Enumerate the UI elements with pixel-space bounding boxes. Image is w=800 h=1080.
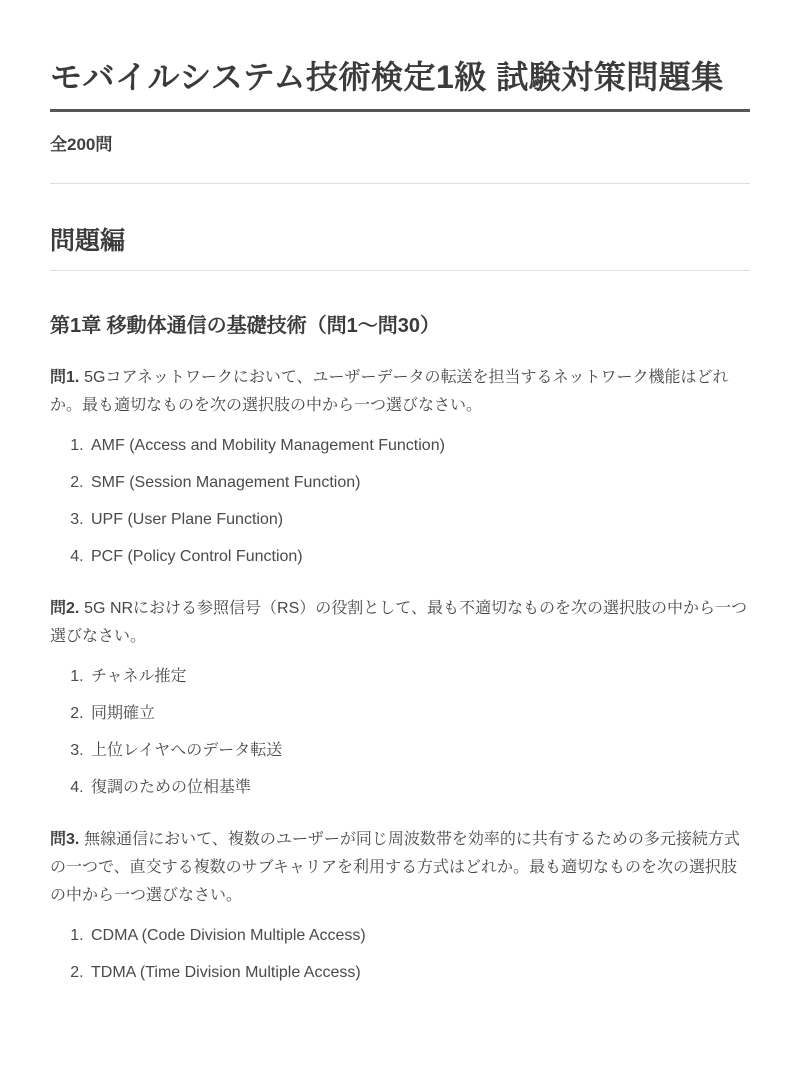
option-item: 4. 復調のための位相基準	[88, 774, 750, 802]
question-2-label: 問2.	[50, 600, 80, 618]
option-item: 4. PCF (Policy Control Function)	[88, 543, 750, 571]
question-1-options	[50, 432, 750, 571]
option-item: 2. SMF (Session Management Function)	[88, 469, 750, 497]
total-questions-label: 全200問	[50, 135, 113, 155]
question-3-text	[50, 826, 750, 910]
option-item: 1. AMF (Access and Mobility Management Function)	[88, 432, 750, 460]
question-1-text	[50, 364, 750, 420]
question-2	[50, 595, 750, 802]
question-2-body: 5G NRにおける参照信号（RS）の役割として、最も不適切なものを次の選択肢の中から一つ選びなさい。	[50, 600, 747, 646]
question-3-options	[50, 922, 750, 987]
option-item: 1. CDMA (Code Division Multiple Access)	[88, 922, 750, 950]
option-item: 2. TDMA (Time Division Multiple Access)	[88, 959, 750, 987]
question-3	[50, 826, 750, 987]
question-1-body: 5Gコアネットワークにおいて、ユーザーデータの転送を担当するネットワーク機能はどれか。最も適切なものを次の選択肢の中から一つ選びなさい。	[50, 369, 729, 415]
question-2-options	[50, 663, 750, 802]
section-heading-questions: 問題編	[50, 226, 750, 271]
question-3-body: 無線通信において、複数のユーザーが同じ周波数帯を効率的に共有するための多元接続方式の一つで、直交する複数のサブキャリアを利用する方式はどれか。最も適切なものを次の選択肢の中から一つ選びなさい。	[50, 831, 740, 905]
question-1	[50, 364, 750, 571]
intro-divider	[50, 183, 750, 184]
question-1-label: 問1.	[50, 369, 80, 387]
option-item: 3. 上位レイヤへのデータ転送	[88, 737, 750, 765]
document-title: モバイルシステム技術検定1級 試験対策問題集	[50, 59, 724, 95]
option-item: 3. UPF (User Plane Function)	[88, 506, 750, 534]
question-3-label: 問3.	[50, 831, 80, 849]
title-divider	[50, 109, 750, 112]
option-item: 2. 同期確立	[88, 700, 750, 728]
chapter-1-heading: 第1章 移動体通信の基礎技術（問1〜問30）	[50, 315, 441, 338]
option-item: 1. チャネル推定	[88, 663, 750, 691]
question-2-text	[50, 595, 750, 651]
